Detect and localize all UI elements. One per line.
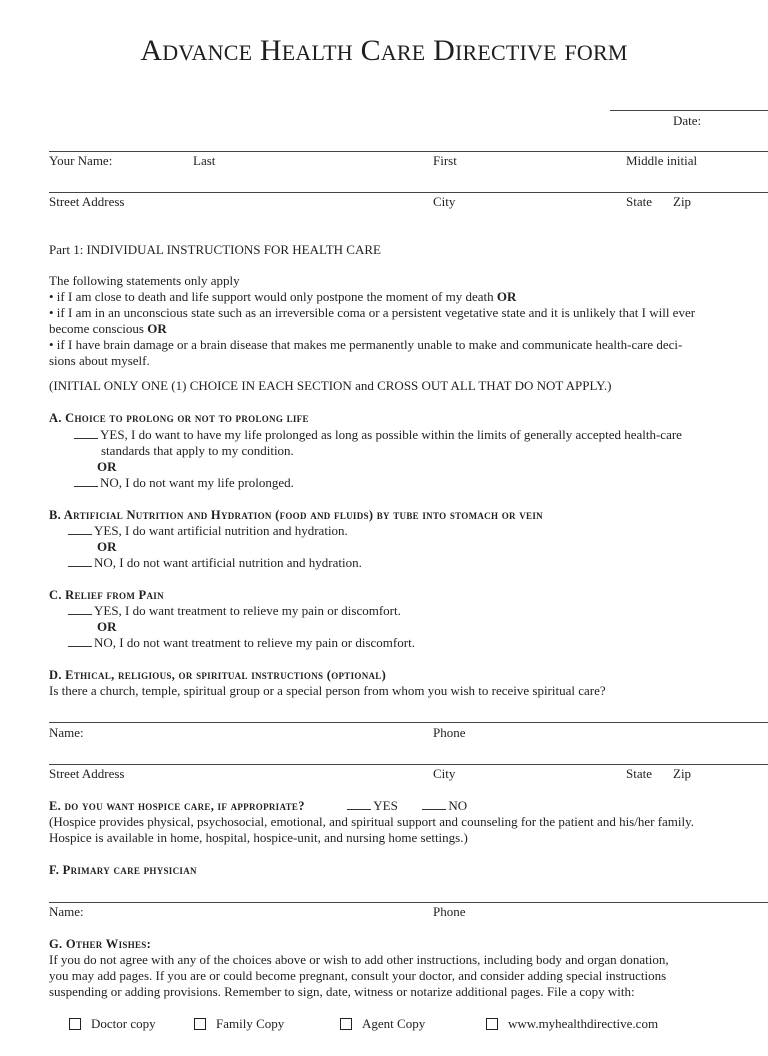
section-e-heading: E. do you want hospice care, if appropriate? (49, 799, 305, 813)
section-d-question: Is there a church, temple, spiritual group or a special person from whom you wish to receive spiritual care? (49, 683, 606, 698)
section-b-or: OR (97, 539, 117, 554)
spiritual-name-label: Name: (49, 725, 84, 740)
spiritual-street-label: Street Address (49, 766, 125, 781)
part1-bullet-2-cont: become conscious OR (49, 321, 167, 336)
section-g-heading: G. Other Wishes: (49, 937, 152, 951)
address-line[interactable] (49, 192, 768, 193)
middle-initial-label: Middle initial (626, 153, 698, 168)
physician-phone-label: Phone (433, 904, 466, 919)
section-c-yes[interactable]: YES, I do want treatment to relieve my pain or discomfort. (68, 603, 401, 619)
spiritual-name-line[interactable] (49, 722, 768, 723)
name-line[interactable] (49, 151, 768, 152)
part1-bullet-1: • if I am close to death and life support would only postpone the moment of my death OR (49, 289, 517, 304)
city-label: City (433, 194, 456, 209)
section-a-yes[interactable]: YES, I do want to have my life prolonged as long as possible within the limits of generally accepted health-care (74, 427, 682, 443)
section-g-line-1: If you do not agree with any of the choices above or wish to add other instructions, including body and organ donation, (49, 952, 669, 967)
spiritual-state-label: State (626, 766, 652, 781)
part1-intro: The following statements only apply (49, 273, 240, 288)
date-line[interactable] (610, 110, 768, 111)
section-d-heading: D. Ethical, religious, or spiritual instructions (optional) (49, 668, 387, 682)
spiritual-city-label: City (433, 766, 456, 781)
section-e-note-1: (Hospice provides physical, psychosocial, emotional, and spiritual support and counseling for the patient and his/her family. (49, 814, 695, 829)
copy-family[interactable]: Family Copy (194, 1016, 284, 1032)
copy-website[interactable]: www.myhealthdirective.com (486, 1016, 658, 1032)
section-a-no[interactable]: NO, I do not want my life prolonged. (74, 475, 294, 491)
section-a-or: OR (97, 459, 117, 474)
initial-blank[interactable] (74, 427, 98, 439)
section-g-line-3: suspending or adding provisions. Remember to sign, date, witness or notarize additional pages. File a copy with: (49, 984, 635, 999)
copy-agent[interactable]: Agent Copy (340, 1016, 425, 1032)
section-e-note-2: Hospice is available in home, hospital, hospice-unit, and nursing home settings.) (49, 830, 468, 845)
spiritual-address-line[interactable] (49, 764, 768, 765)
section-b-no[interactable]: NO, I do not want artificial nutrition and hydration. (68, 555, 362, 571)
part1-bullet-3-cont: sions about myself. (49, 353, 150, 368)
hospice-yes-label: YES (373, 798, 398, 813)
section-a-heading: A. Choice to prolong or not to prolong life (49, 411, 309, 425)
spiritual-phone-label: Phone (433, 725, 466, 740)
part1-bullet-2: • if I am in an unconscious state such as an irreversible coma or a persistent vegetative state and it is unlikely that I will ever (49, 305, 696, 320)
part1-instruction: (INITIAL ONLY ONE (1) CHOICE IN EACH SECTION and CROSS OUT ALL THAT DO NOT APPLY.) (49, 378, 612, 393)
section-g-line-2: you may add pages. If you are or could become pregnant, consult your doctor, and consider adding special instructions (49, 968, 667, 983)
spiritual-zip-label: Zip (673, 766, 692, 781)
first-name-label: First (433, 153, 457, 168)
checkbox-icon[interactable] (194, 1018, 206, 1030)
hospice-no-blank[interactable] (422, 798, 446, 810)
initial-blank[interactable] (68, 555, 92, 567)
checkbox-icon[interactable] (340, 1018, 352, 1030)
form-title: ADVANCE HEALTH CARE DIRECTIVE FORM (140, 34, 628, 67)
street-address-label: Street Address (49, 194, 125, 209)
physician-name-label: Name: (49, 904, 84, 919)
hospice-no-label: NO (448, 798, 468, 813)
section-e-row (49, 798, 467, 814)
hospice-yes-blank[interactable] (347, 798, 371, 810)
last-name-label: Last (193, 153, 216, 168)
initial-blank[interactable] (68, 635, 92, 647)
initial-blank[interactable] (68, 603, 92, 615)
section-c-heading: C. Relief from Pain (49, 588, 164, 602)
checkbox-icon[interactable] (486, 1018, 498, 1030)
zip-label: Zip (673, 194, 692, 209)
part1-bullet-3: • if I have brain damage or a brain disease that makes me permanently unable to make and communicate health-care deci- (49, 337, 683, 352)
section-c-no[interactable]: NO, I do not want treatment to relieve my pain or discomfort. (68, 635, 415, 651)
state-label: State (626, 194, 652, 209)
initial-blank[interactable] (68, 523, 92, 535)
section-c-or: OR (97, 619, 117, 634)
initial-blank[interactable] (74, 475, 98, 487)
physician-line[interactable] (49, 902, 768, 903)
your-name-label: Your Name: (49, 153, 113, 168)
copy-doctor[interactable]: Doctor copy (69, 1016, 156, 1032)
checkbox-icon[interactable] (69, 1018, 81, 1030)
section-a-yes-cont: standards that apply to my condition. (101, 443, 294, 458)
section-f-heading: F. Primary care physician (49, 863, 197, 877)
section-b-heading: B. Artificial Nutrition and Hydration (food and fluids) by tube into stomach or vein (49, 508, 543, 522)
date-label: Date: (673, 113, 702, 128)
part1-heading: Part 1: INDIVIDUAL INSTRUCTIONS FOR HEALTH CARE (49, 242, 381, 257)
section-b-yes[interactable]: YES, I do want artificial nutrition and hydration. (68, 523, 348, 539)
